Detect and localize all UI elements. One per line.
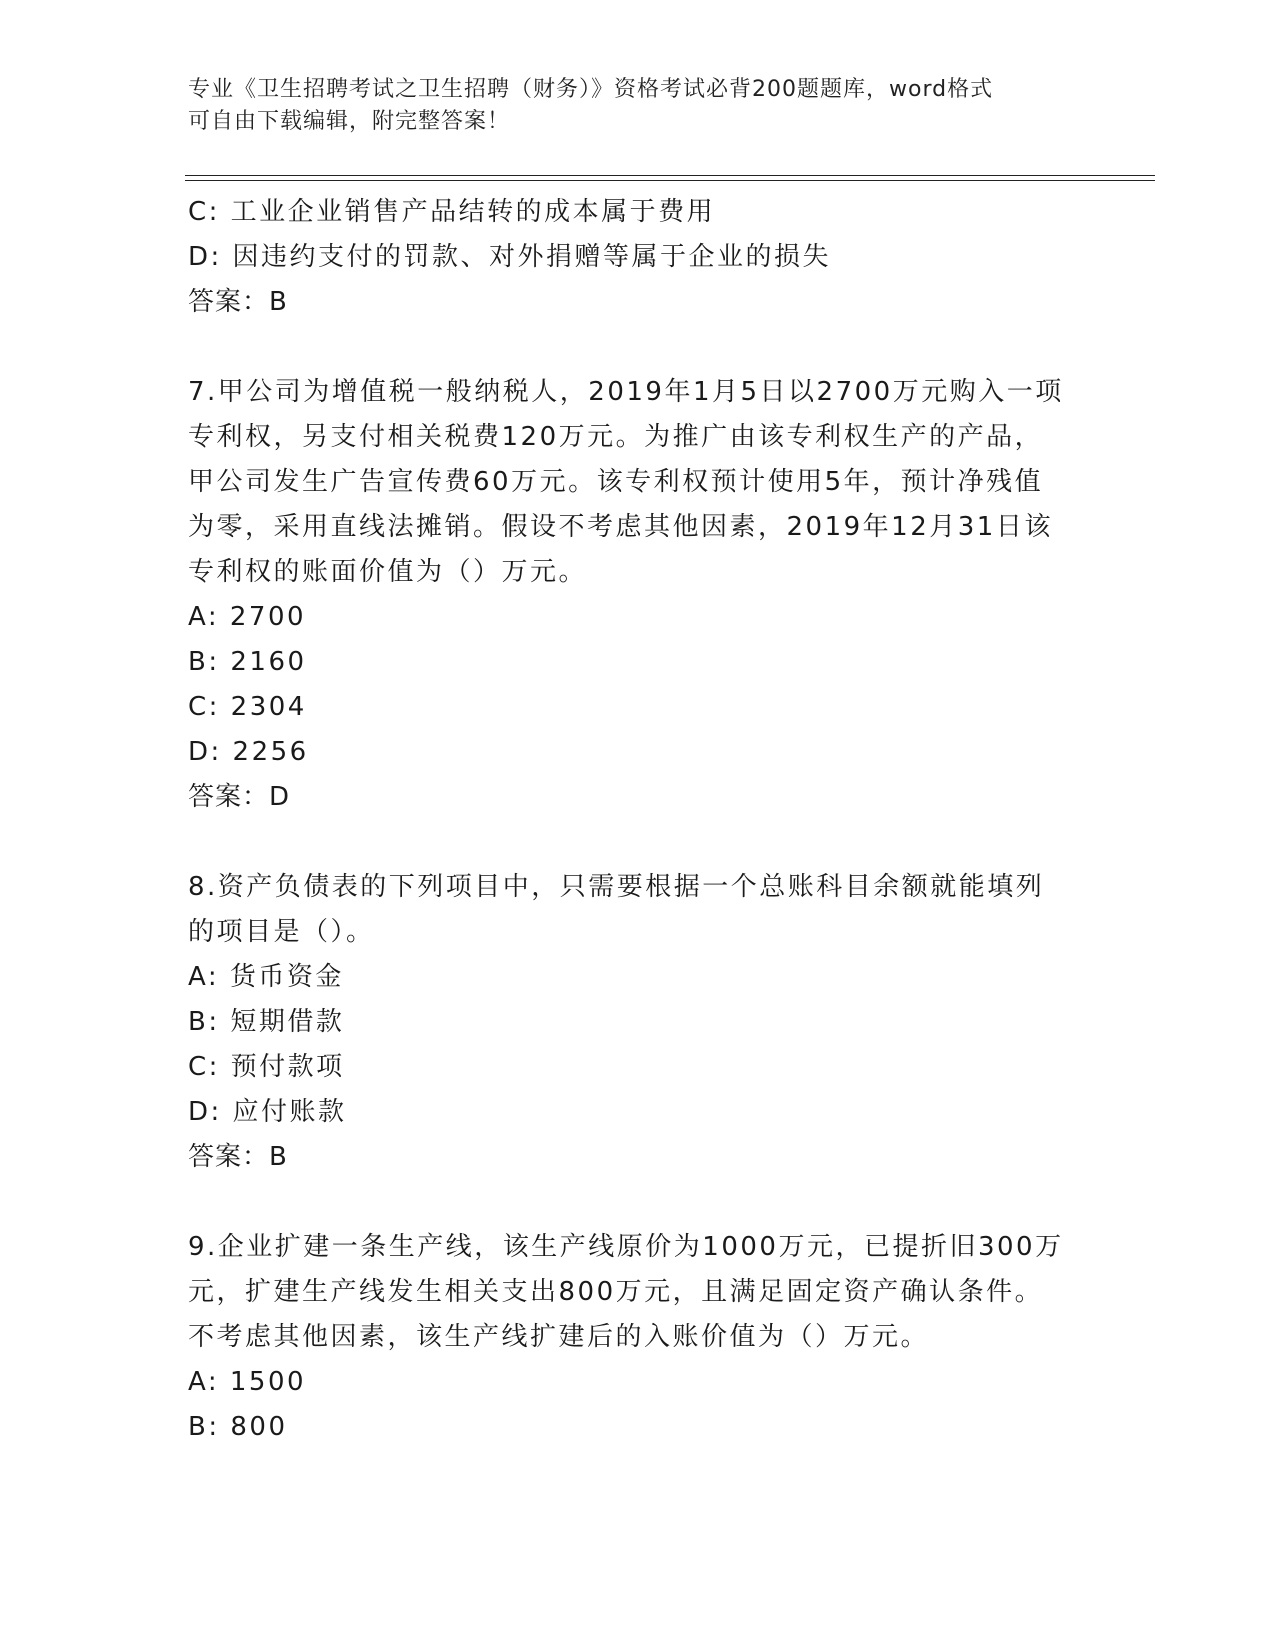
option-b: B: 2160 <box>188 647 307 677</box>
option-c: C: 预付款项 <box>188 1052 345 1082</box>
answer-text: 答案：B <box>188 1142 288 1172</box>
document-header <box>188 74 1068 138</box>
spacer <box>188 820 1108 865</box>
spacer <box>188 325 1108 370</box>
spacer <box>188 1180 1108 1225</box>
header-divider-top <box>185 175 1155 176</box>
question-stem-line: 元，扩建生产线发生相关支出800万元，且满足固定资产确认条件。 <box>188 1277 1044 1307</box>
answer-text: 答案：D <box>188 782 291 812</box>
option-c: C: 工业企业销售产品结转的成本属于费用 <box>188 197 716 227</box>
question-stem-line: 不考虑其他因素，该生产线扩建后的入账价值为（）万元。 <box>188 1322 930 1352</box>
question-stem-line: 专利权，另支付相关税费120万元。为推广由该专利权生产的产品， <box>188 422 1044 452</box>
option-a: A: 货币资金 <box>188 962 344 992</box>
question-9 <box>188 1225 1108 1450</box>
option-b: B: 800 <box>188 1412 288 1442</box>
question-stem-line: 为零，采用直线法摊销。假设不考虑其他因素，2019年12月31日该 <box>188 512 1053 542</box>
option-d: D: 因违约支付的罚款、对外捐赠等属于企业的损失 <box>188 242 832 272</box>
question-stem-line: 的项目是（）。 <box>188 917 375 947</box>
option-d: D: 2256 <box>188 737 309 767</box>
header-divider-bottom <box>185 180 1155 181</box>
header-line-2: 可自由下载编辑，附完整答案！ <box>188 109 511 134</box>
question-7 <box>188 370 1108 820</box>
question-stem-line: 9.企业扩建一条生产线，该生产线原价为1000万元，已提折旧300万 <box>188 1232 1064 1262</box>
option-b: B: 短期借款 <box>188 1007 345 1037</box>
answer-text: 答案：B <box>188 287 288 317</box>
header-line-1: 专业《卫生招聘考试之卫生招聘（财务）》资格考试必背200题题库，word格式 <box>188 77 994 102</box>
question-stem-line: 7.甲公司为增值税一般纳税人，2019年1月5日以2700万元购入一项 <box>188 377 1064 407</box>
option-a: A: 2700 <box>188 602 307 632</box>
question-stem-line: 专利权的账面价值为（）万元。 <box>188 557 588 587</box>
question-stem-line: 甲公司发生广告宣传费60万元。该专利权预计使用5年，预计净残值 <box>188 467 1044 497</box>
option-a: A: 1500 <box>188 1367 307 1397</box>
option-d: D: 应付账款 <box>188 1097 347 1127</box>
question-8 <box>188 865 1108 1180</box>
option-c: C: 2304 <box>188 692 307 722</box>
document-body <box>188 190 1108 1450</box>
question-stem-line: 8.资产负债表的下列项目中，只需要根据一个总账科目余额就能填列 <box>188 872 1045 902</box>
